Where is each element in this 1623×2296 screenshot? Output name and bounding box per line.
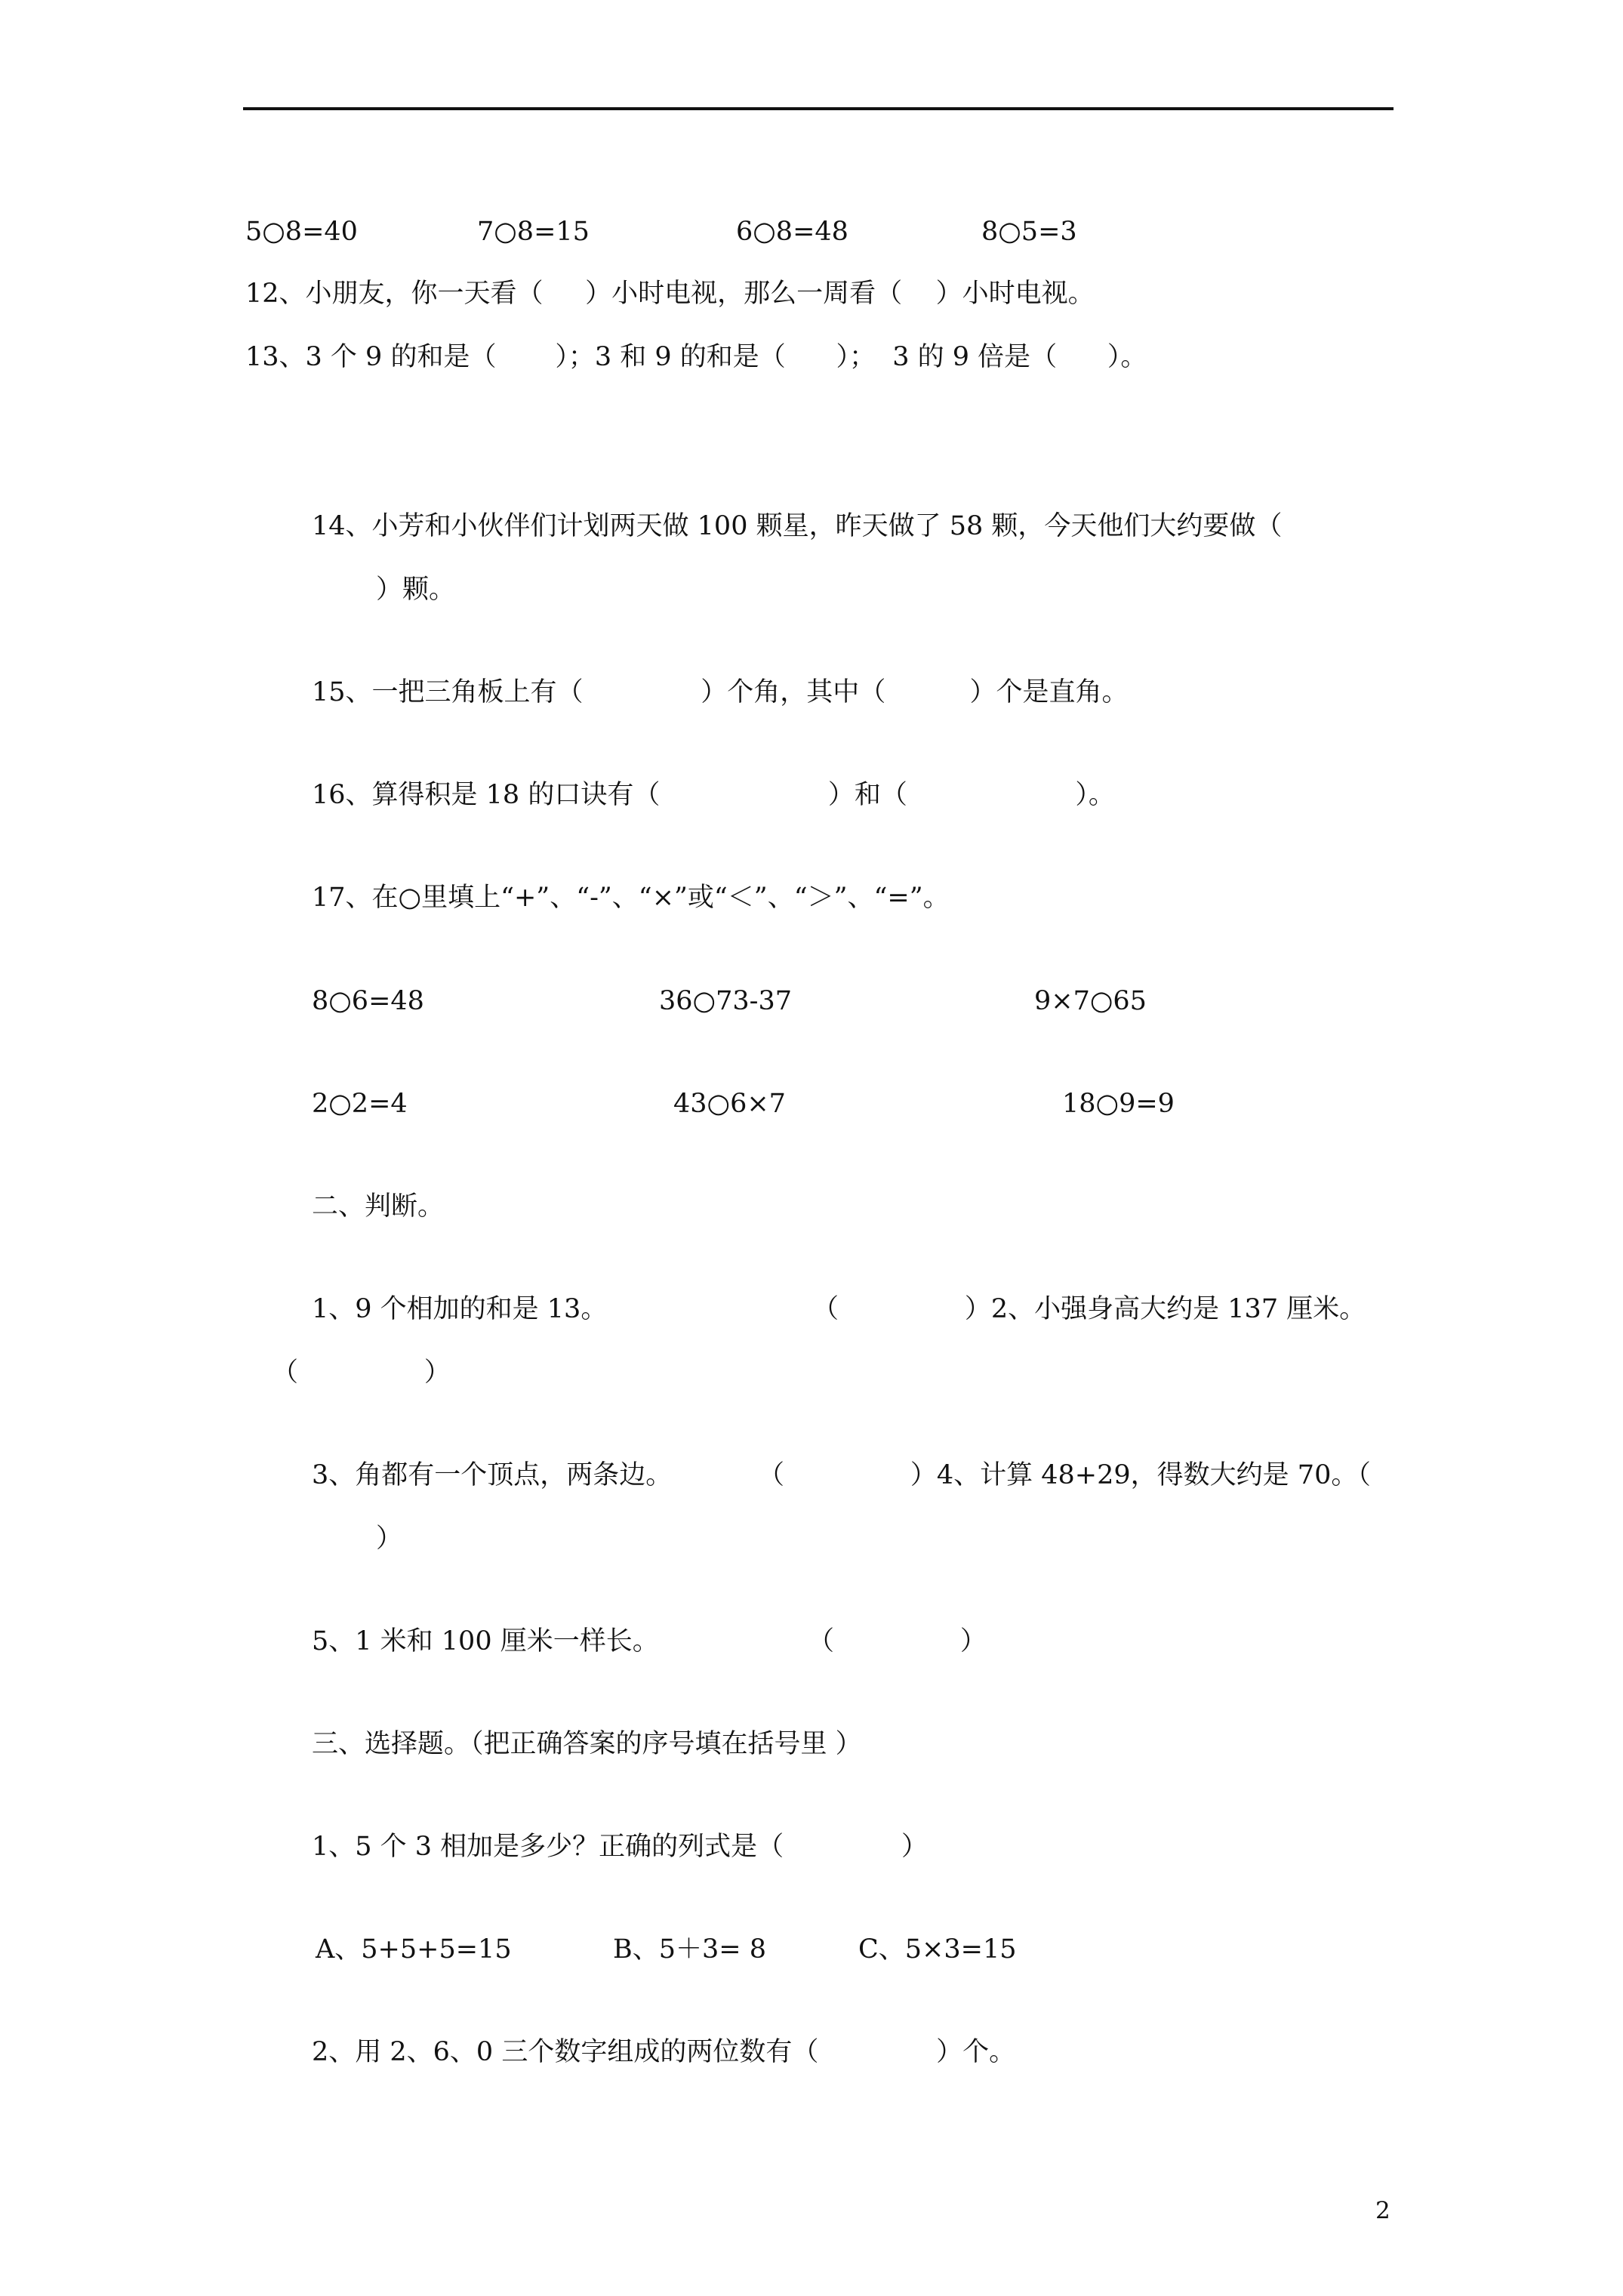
page-number: 2	[1375, 2197, 1390, 2224]
q17-expr-2: 36○73-37	[659, 986, 792, 1016]
judge-3-blank-judge-4: （ ）4、计算 48+29，得数大约是 70。（	[758, 1460, 1371, 1490]
question-17: 17、在○里填上“+”、“-”、“×”或“＜”、“＞”、“=”。	[312, 883, 950, 913]
q17-expr-5: 43○6×7	[673, 1089, 786, 1119]
header-rule	[243, 107, 1394, 110]
q17-expr-4: 2○2=4	[312, 1089, 408, 1119]
question-14-line2: ）颗。	[376, 575, 456, 605]
section-3-title: 三、选择题。（把正确答案的序号填在括号里 ）	[312, 1729, 862, 1759]
judge-1-blank-judge-2: （ ）2、小强身高大约是 137 厘米。	[812, 1294, 1366, 1324]
section-2-title: 二、判断。	[312, 1191, 445, 1222]
choice-1-option-c: C、5×3=15	[858, 1934, 1017, 1965]
q17-expr-1: 8○6=48	[312, 986, 424, 1016]
expr-1: 5○8=40	[245, 217, 358, 247]
choice-1-option-b: B、5＋3= 8	[613, 1934, 766, 1965]
judge-5: 5、1 米和 100 厘米一样长。	[312, 1626, 659, 1657]
choice-2: 2、用 2、6、0 三个数字组成的两位数有（ ）个。	[312, 2037, 1016, 2067]
judge-5-blank: （ ）	[808, 1626, 987, 1657]
expr-4: 8○5=3	[981, 217, 1077, 247]
question-15: 15、一把三角板上有（ ）个角，其中（ ）个是直角。	[312, 677, 1129, 707]
judge-4-blank: ）	[376, 1524, 403, 1554]
question-12: 12、小朋友，你一天看（ ）小时电视，那么一周看（ ）小时电视。	[245, 279, 1095, 309]
judge-1: 1、9 个相加的和是 13。	[312, 1294, 608, 1324]
choice-1: 1、5 个 3 相加是多少？正确的列式是（ ）	[312, 1832, 928, 1862]
question-13: 13、3 个 9 的和是（ ）；3 和 9 的和是（ ）； 3 的 9 倍是（ ）。	[245, 342, 1147, 372]
question-16: 16、算得积是 18 的口诀有（ ）和（ ）。	[312, 780, 1115, 810]
q17-expr-6: 18○9=9	[1062, 1089, 1175, 1119]
expr-2: 7○8=15	[477, 217, 590, 247]
question-14-line1: 14、小芳和小伙伴们计划两天做 100 颗星，昨天做了 58 颗，今天他们大约要做（	[312, 511, 1283, 541]
choice-1-option-a: A、5+5+5=15	[316, 1934, 512, 1965]
judge-3: 3、角都有一个顶点，两条边。	[312, 1460, 673, 1490]
judge-2-blank: （ ）	[272, 1358, 451, 1388]
q17-expr-3: 9×7○65	[1034, 986, 1147, 1016]
expr-3: 6○8=48	[736, 217, 848, 247]
